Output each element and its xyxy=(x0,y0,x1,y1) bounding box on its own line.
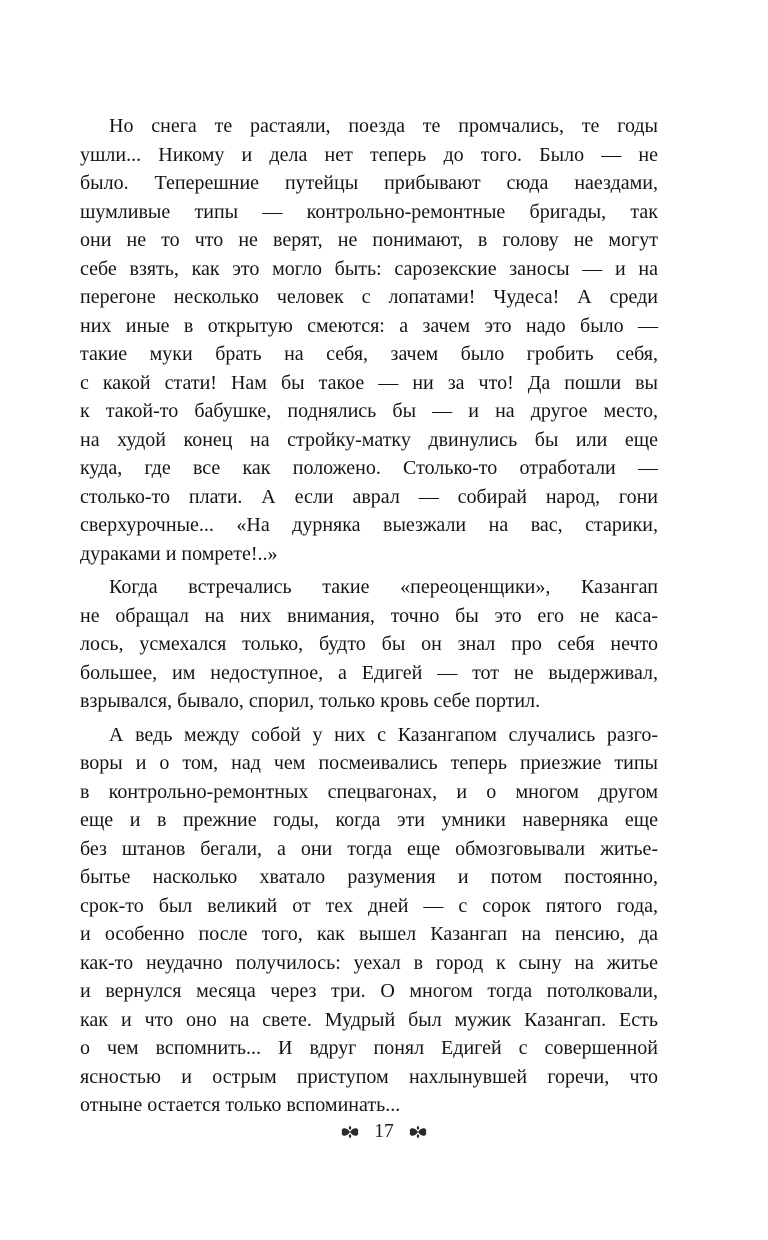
fleuron-left-icon xyxy=(339,1125,361,1139)
paragraph xyxy=(80,112,658,568)
text-line: как и что оно на свете. Мудрый был мужик Казангап. Есть xyxy=(80,1008,658,1031)
text-line: о чем вспомнить... И вдруг понял Едигей с совершенной xyxy=(80,1037,658,1059)
text-line: и особенно после того, как вышел Казангап на пенсию, да xyxy=(80,923,658,945)
text-line: они не то что не верят, не понимают, в голову не могут xyxy=(80,229,658,251)
text-line: еще и в прежние годы, когда эти умники наверняка еще xyxy=(80,809,658,831)
text-line: воры и о том, над чем посмеивались теперь приезжие типы xyxy=(80,752,658,774)
text-line: столько-то плати. А если аврал — собирай народ, гони xyxy=(80,485,658,508)
text-line: куда, где все как положено. Столько-то отработали — xyxy=(80,457,658,479)
text-line: большее, им недоступное, а Едигей — тот не выдерживал, xyxy=(80,661,658,684)
text-line: шумливые типы — контрольно-ремонтные бригады, так xyxy=(80,200,658,223)
text-line: как-то неудачно получилось: уехал в город к сыну на житье xyxy=(80,951,658,974)
fleuron-right-icon xyxy=(407,1125,429,1139)
text-line: не обращал на них внимания, точно бы это его не каса- xyxy=(80,604,658,627)
text-line: без штанов бегали, а они тогда еще обмозговывали житье- xyxy=(80,837,658,860)
paragraph xyxy=(80,721,658,1120)
text-line: сверхурочные... «На дурняка выезжали на вас, старики, xyxy=(80,514,658,536)
text-line: на худой конец на стройку-матку двинулись бы или еще xyxy=(80,428,658,451)
text-line: взрывался, бывало, спорил, только кровь себе портил. xyxy=(80,690,541,712)
page-number: 17 xyxy=(374,1121,394,1142)
text-line: Когда встречались такие «переоценщики», Казангап xyxy=(109,576,658,598)
text-line: перегоне несколько человек с лопатами! Чудеса! А среди xyxy=(80,286,658,308)
text-line: к такой-то бабушке, поднялись бы — и на другое место, xyxy=(80,400,658,422)
page-footer xyxy=(0,1120,768,1144)
text-line: Но снега те растаяли, поезда те промчались, те годы xyxy=(109,115,658,137)
text-line: себе взять, как это могло быть: сарозекские заносы — и на xyxy=(80,257,658,280)
text-line: отныне остается только вспоминать... xyxy=(80,1094,401,1116)
text-line: срок-то был великий от тех дней — с сорок пятого года, xyxy=(80,894,658,917)
text-line: было. Теперешние путейцы прибывают сюда наездами, xyxy=(80,172,658,194)
text-line: лось, усмехался только, будто бы он знал про себя нечто xyxy=(80,633,658,655)
text-line: и вернулся месяца через три. О многом тогда потолковали, xyxy=(80,980,658,1002)
paragraph xyxy=(80,573,658,716)
text-line: с какой стати! Нам бы такое — ни за что! Да пошли вы xyxy=(80,371,658,394)
text-line: такие муки брать на себя, зачем было гробить себя, xyxy=(80,343,658,365)
text-block xyxy=(80,112,658,1120)
text-line: в контрольно-ремонтных спецвагонах, и о многом другом xyxy=(80,780,658,803)
text-line: ушли... Никому и дела нет теперь до того. Было — не xyxy=(80,143,658,166)
text-line: бытье насколько хватало разумения и потом постоянно, xyxy=(80,866,658,888)
text-line: них иные в открытую смеются: а зачем это надо было — xyxy=(80,314,658,337)
text-line: дураками и помрете!..» xyxy=(80,542,278,565)
text-line: А ведь между собой у них с Казангапом случались разго- xyxy=(109,723,658,746)
text-line: ясностью и острым приступом нахлынувшей горечи, что xyxy=(80,1065,658,1088)
